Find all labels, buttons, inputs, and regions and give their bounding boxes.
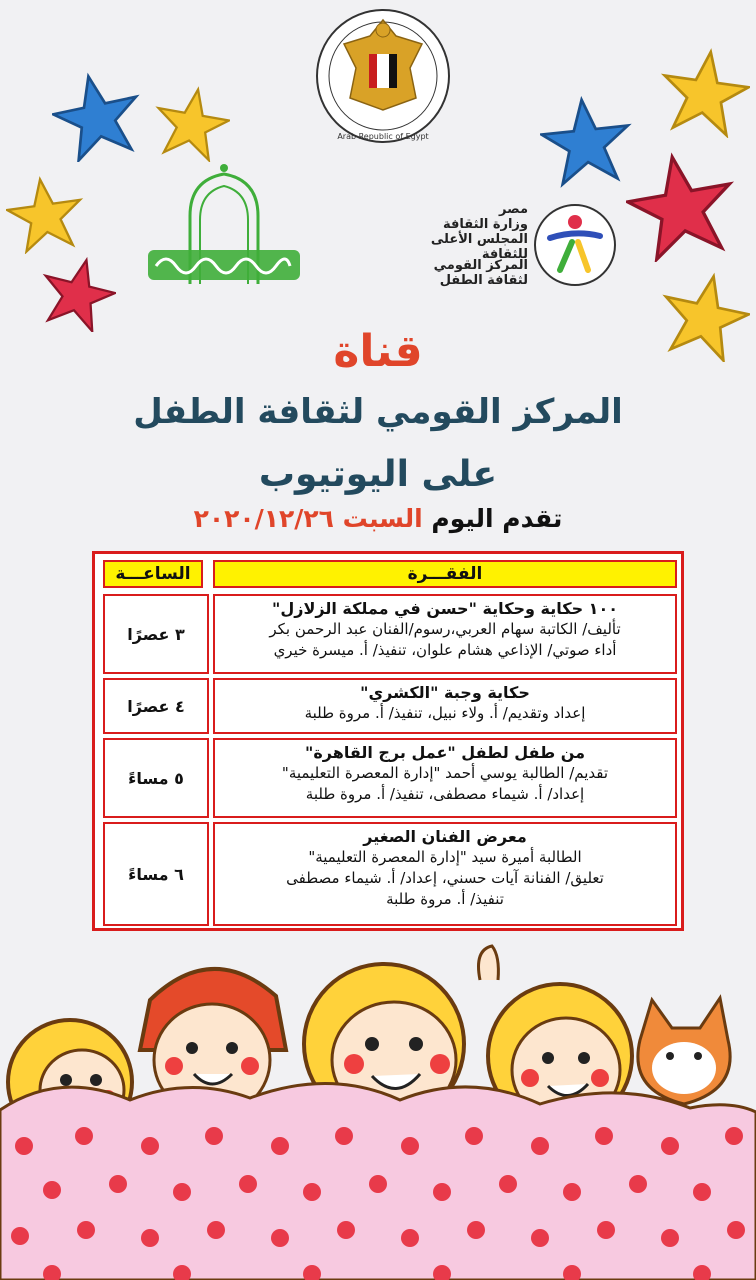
schedule-table (92, 551, 684, 931)
yellow-star-icon (154, 86, 230, 162)
yellow-star-icon (6, 176, 84, 254)
child-culture-center-logo (400, 196, 620, 288)
header-item: الفقـــرة (213, 560, 677, 588)
row-time: ٦ مساءً (103, 822, 209, 926)
program-line: تأليف/ الكاتبة سهام العربي،رسوم/الفنان عبد الرحمن بكر (269, 620, 621, 638)
blanket-icon (0, 1083, 756, 1280)
program-line: أداء صوتي/ الإذاعي هشام علوان، تنفيذ/ أ. ميسرة خيري (273, 641, 617, 659)
channel-title: قناة (333, 326, 423, 377)
row-program (213, 822, 677, 926)
row-program (213, 738, 677, 818)
cartoon-children-illustration (0, 940, 756, 1280)
logo-text-line: المجلس الأعلى للثقافة (430, 232, 528, 262)
program-title: معرض الفنان الصغير (363, 827, 527, 846)
row-time: ٥ مساءً (103, 738, 209, 818)
program-title: من طفل لطفل "عمل برج القاهرة" (304, 743, 586, 762)
logo-text-line: مصر (499, 202, 528, 217)
program-line: تعليق/ الفنانة آيات حسني، إعداد/ أ. شيماء مصطفى (286, 869, 604, 887)
header-time: الساعـــة (103, 560, 203, 588)
row-time: ٣ عصرًا (103, 594, 209, 674)
youtube-title: على اليوتيوب (258, 454, 498, 495)
yellow-star-icon (660, 48, 750, 138)
program-line: تنفيذ/ أ. مروة طلبة (386, 890, 504, 908)
ministry-logo (312, 6, 454, 154)
logo-text-line: وزارة الثقافة (443, 217, 528, 232)
child-figure-icon (532, 202, 618, 288)
program-line: إعداد/ أ. شيماء مصطفى، تنفيذ/ أ. مروة طلبة (305, 785, 585, 803)
program-line: تقديم/ الطالبة يوسي أحمد "إدارة المعصرة التعليمية" (281, 764, 609, 782)
presents-line (0, 504, 756, 533)
program-title: ١٠٠ حكاية وحكاية "حسن في مملكة الزلازل" (272, 599, 618, 618)
program-title: حكاية وجبة "الكشري" (360, 683, 530, 702)
logo-text-line: المركز القومي لثقافة الطفل (433, 258, 528, 288)
row-time: ٤ عصرًا (103, 678, 209, 734)
presents-prefix: تقدم اليوم (431, 504, 563, 533)
ministry-logo-caption: Arab Republic of Egypt (337, 132, 429, 141)
presents-day: السبت (342, 504, 423, 533)
red-star-icon (40, 256, 116, 332)
red-star-icon (626, 152, 736, 262)
cat-icon (638, 998, 730, 1104)
presents-date: ٢٠٢٠/١٢/٢٦ (193, 504, 334, 533)
blue-star-icon (52, 72, 142, 162)
center-name-title: المركز القومي لثقافة الطفل (133, 392, 623, 432)
program-line: إعداد وتقديم/ أ. ولاء نبيل، تنفيذ/ أ. مروة طلبة (304, 704, 586, 722)
program-line: الطالبة أميرة سيد "إدارة المعصرة التعليمية" (308, 848, 582, 866)
supreme-council-logo-icon (142, 158, 306, 298)
row-program (213, 678, 677, 734)
blue-star-icon (540, 96, 632, 188)
row-program (213, 594, 677, 674)
